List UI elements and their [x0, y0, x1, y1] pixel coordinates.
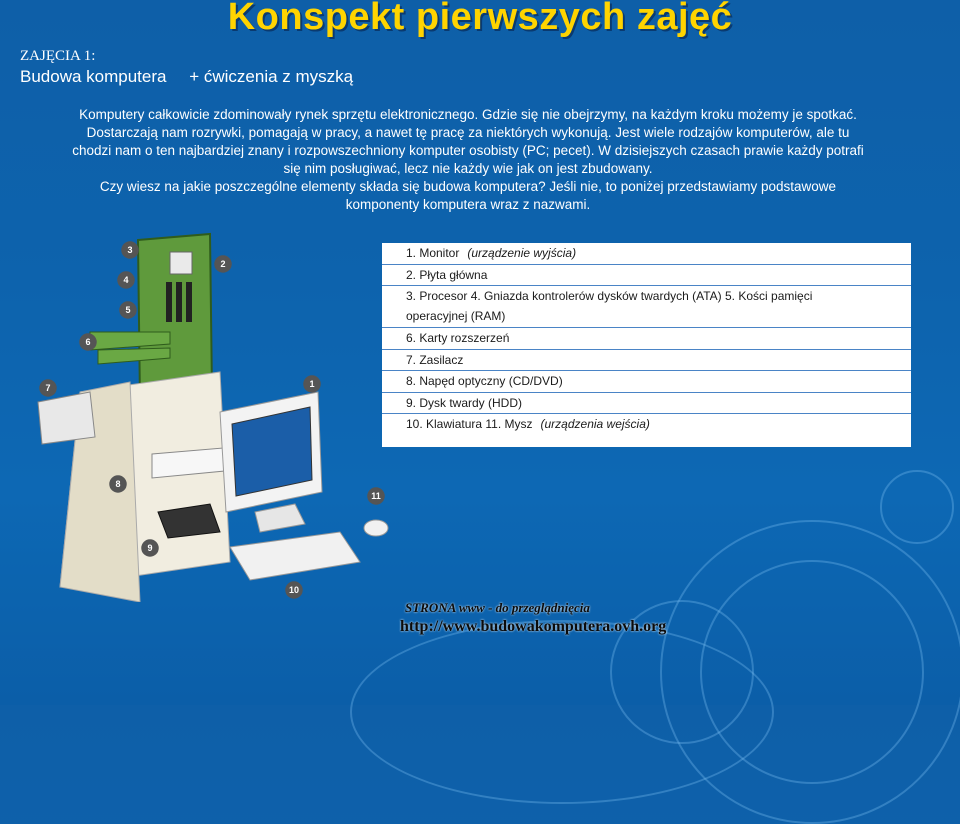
- component-row: 10. Klawiatura 11. Mysz (urządzenia wejścia): [406, 417, 650, 431]
- lesson-label: ZAJĘCIA 1:: [20, 48, 96, 64]
- psu-shape: [38, 392, 95, 444]
- intro-line: chodzi nam o ten najbardziej znany i rozpowszechniony komputer osobisty (PC; pecet). W dzisiejszych czasach prawie każdy potrafi: [72, 143, 864, 158]
- intro-text: [18, 106, 918, 214]
- keyboard-shape: [230, 532, 360, 580]
- component-row: 1. Monitor (urządzenie wyjścia): [382, 243, 911, 265]
- callout-label: 2: [220, 259, 226, 269]
- footer-link[interactable]: http://www.budowakomputera.ovh.org: [400, 618, 667, 635]
- component-row: 2. Płyta główna: [382, 265, 911, 287]
- component-row: 8. Napęd optyczny (CD/DVD): [382, 371, 911, 393]
- page-title: Konspekt pierwszych zajęć: [227, 0, 733, 38]
- callout-label: 4: [123, 275, 129, 285]
- callout-label: 3: [127, 245, 133, 255]
- intro-line: Komputery całkowicie zdominowały rynek sprzętu elektronicznego. Gdzie się nie obejrzymy, na każdym kroku możemy je spotkać.: [79, 107, 857, 122]
- cpu-shape: [170, 252, 192, 274]
- callout-label: 11: [371, 491, 381, 501]
- footer-caption: STRONA www - do przeglądnięcia: [405, 600, 590, 615]
- computer-parts-illustration: [20, 232, 400, 602]
- ram-slot-shape: [166, 282, 172, 322]
- component-row: 7. Zasilacz: [382, 350, 911, 372]
- intro-line: komponenty komputera wraz z nazwami.: [345, 197, 591, 212]
- subtitle-topic: Budowa komputera: [20, 67, 167, 86]
- component-row: 9. Dysk twardy (HDD): [382, 393, 911, 415]
- component-row: 6. Karty rozszerzeń: [382, 328, 911, 350]
- callout-label: 7: [45, 383, 51, 393]
- intro-line: się nim posługiwać, lecz nie każdy wie jak on jest zbudowany.: [283, 161, 653, 176]
- callout-label: 5: [125, 305, 131, 315]
- intro-line: Dostarczają nam rozrywki, pomagają w pracy, a nawet tę pracę za niektórych wykonują. Jest wiele rodzajów komputerów, ale tu: [86, 125, 850, 140]
- background-swirl: [350, 620, 774, 804]
- callout-label: 10: [288, 585, 300, 595]
- mouse-shape: [364, 520, 388, 536]
- background-swirl: [880, 470, 954, 544]
- components-list: [382, 243, 911, 447]
- component-row: 3. Procesor 4. Gniazda kontrolerów dysków twardych (ATA) 5. Kości pamięci operacyjnej (RAM): [382, 286, 911, 328]
- callout-label: 9: [147, 543, 153, 553]
- callout-label: 1: [309, 379, 315, 389]
- subtitle-exercise: + ćwiczenia z myszką: [189, 67, 354, 86]
- callout-label: 8: [115, 479, 121, 489]
- lesson-subtitle: [20, 67, 371, 87]
- callout-label: 6: [85, 337, 91, 347]
- intro-line: Czy wiesz na jakie poszczególne elementy składa się budowa komputera? Jeśli nie, to poniżej przedstawiamy podstawowe: [99, 179, 837, 194]
